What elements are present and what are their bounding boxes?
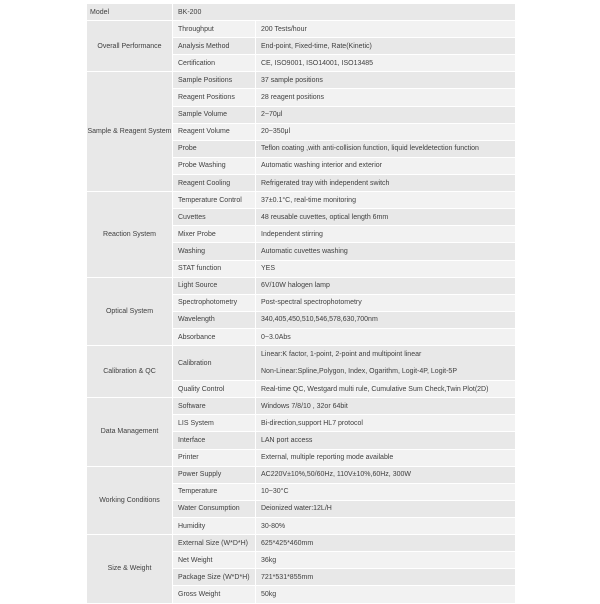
- spec-value: 28 reagent positions: [256, 89, 516, 106]
- specification-table-body: [87, 4, 516, 604]
- spec-label: Probe: [173, 140, 256, 157]
- category-cell: Data Management: [87, 398, 173, 466]
- spec-value: Automatic washing interior and exterior: [256, 157, 516, 174]
- spec-value-line: Non-Linear:Spline,Polygon, Index, Ogarithm, Logit-4P, Logit-5P: [261, 368, 457, 376]
- spec-row: [87, 346, 516, 381]
- spec-label: External Size (W*D*H): [173, 535, 256, 552]
- spec-label: Absorbance: [173, 328, 256, 345]
- spec-label: Mixer Probe: [173, 226, 256, 243]
- category-cell: Reaction System: [87, 192, 173, 278]
- spec-label: Reagent Volume: [173, 123, 256, 140]
- category-cell: Overall Performance: [87, 21, 173, 72]
- spec-value: CE, ISO9001, ISO14001, ISO13485: [256, 55, 516, 72]
- spec-label: LIS System: [173, 415, 256, 432]
- spec-label: Package Size (W*D*H): [173, 569, 256, 586]
- spec-row: [87, 21, 516, 38]
- spec-label: Spectrophotometry: [173, 294, 256, 311]
- spec-label: Printer: [173, 449, 256, 466]
- category-cell: Sample & Reagent System: [87, 72, 173, 192]
- spec-label: Humidity: [173, 517, 256, 534]
- spec-label: Power Supply: [173, 466, 256, 483]
- spec-label: Reagent Positions: [173, 89, 256, 106]
- spec-value: 6V/10W halogen lamp: [256, 277, 516, 294]
- spec-label: Net Weight: [173, 552, 256, 569]
- spec-label: Reagent Cooling: [173, 174, 256, 191]
- spec-label: Light Source: [173, 277, 256, 294]
- spec-row: [87, 72, 516, 89]
- spec-value: 340,405,450,510,546,578,630,700nm: [256, 311, 516, 328]
- spec-row: [87, 192, 516, 209]
- spec-label: Analysis Method: [173, 38, 256, 55]
- spec-row: [87, 466, 516, 483]
- spec-value: Refrigerated tray with independent switch: [256, 174, 516, 191]
- spec-row: [87, 398, 516, 415]
- spec-value: LAN port access: [256, 432, 516, 449]
- spec-value: AC220V±10%,50/60Hz, 110V±10%,60Hz, 300W: [256, 466, 516, 483]
- spec-value: 50kg: [256, 586, 516, 603]
- category-cell: Size & Weight: [87, 535, 173, 603]
- spec-value: Bi-direction,support HL7 protocol: [256, 415, 516, 432]
- spec-label: Sample Volume: [173, 106, 256, 123]
- spec-value: 625*425*460mm: [256, 535, 516, 552]
- spec-row: [87, 277, 516, 294]
- spec-value: 30-80%: [256, 517, 516, 534]
- spec-value: 721*531*855mm: [256, 569, 516, 586]
- spec-label: Software: [173, 398, 256, 415]
- spec-value: Automatic cuvettes washing: [256, 243, 516, 260]
- spec-value: YES: [256, 260, 516, 277]
- specification-table: [86, 3, 516, 604]
- category-cell: Optical System: [87, 277, 173, 345]
- model-value: BK-200: [173, 4, 516, 21]
- spec-value: Post-spectral spectrophotometry: [256, 294, 516, 311]
- spec-value: End-point, Fixed-time, Rate(Kinetic): [256, 38, 516, 55]
- spec-value: Deionized water:12L/H: [256, 500, 516, 517]
- category-cell: Calibration & QC: [87, 346, 173, 398]
- spec-value: 2~70μl: [256, 106, 516, 123]
- spec-value: 20~350μl: [256, 123, 516, 140]
- spec-label: Water Consumption: [173, 500, 256, 517]
- spec-value: 10~30°C: [256, 483, 516, 500]
- spec-value: Real-time QC, Westgard multi rule, Cumulative Sum Check,Twin Plot(2D): [256, 381, 516, 398]
- model-row: [87, 4, 516, 21]
- spec-value: External, multiple reporting mode available: [256, 449, 516, 466]
- spec-label: Interface: [173, 432, 256, 449]
- spec-value-line: Linear:K factor, 1-point, 2-point and multipoint linear: [261, 351, 422, 359]
- spec-label: Wavelength: [173, 311, 256, 328]
- spec-label: STAT function: [173, 260, 256, 277]
- spec-value: 36kg: [256, 552, 516, 569]
- spec-value: 48 reusable cuvettes, optical length 6mm: [256, 209, 516, 226]
- spec-value: 200 Tests/hour: [256, 21, 516, 38]
- spec-value: Independent stirring: [256, 226, 516, 243]
- spec-label: Calibration: [173, 346, 256, 381]
- spec-value: 37 sample positions: [256, 72, 516, 89]
- spec-value: 0~3.0Abs: [256, 328, 516, 345]
- spec-label: Temperature Control: [173, 192, 256, 209]
- spec-label: Washing: [173, 243, 256, 260]
- spec-value: 37±0.1°C, real-time monitoring: [256, 192, 516, 209]
- spec-value: Teflon coating ,with anti-collision function, liquid leveldetection function: [256, 140, 516, 157]
- spec-label: Gross Weight: [173, 586, 256, 603]
- spec-label: Sample Positions: [173, 72, 256, 89]
- spec-label: Temperature: [173, 483, 256, 500]
- spec-label: Probe Washing: [173, 157, 256, 174]
- spec-row: [87, 535, 516, 552]
- spec-value: [256, 346, 516, 381]
- spec-label: Cuvettes: [173, 209, 256, 226]
- spec-label: Throughput: [173, 21, 256, 38]
- spec-label: Certification: [173, 55, 256, 72]
- model-label: Model: [87, 4, 173, 21]
- category-cell: Working Conditions: [87, 466, 173, 534]
- spec-value: Windows 7/8/10 , 32or 64bit: [256, 398, 516, 415]
- spec-label: Quality Control: [173, 381, 256, 398]
